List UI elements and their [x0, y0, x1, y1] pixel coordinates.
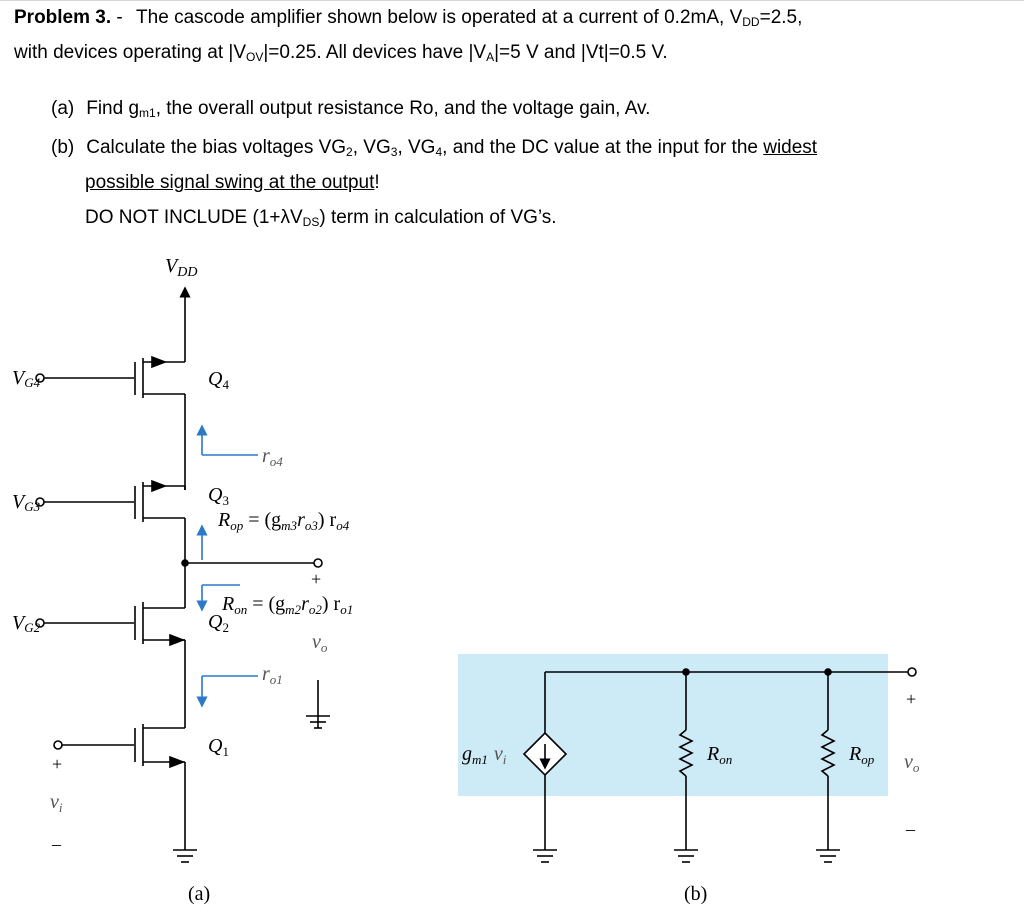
- q1-label: $Q_1$: [208, 735, 229, 759]
- part-b-sub-3: 3: [390, 145, 398, 159]
- q2-label: $Q_2$: [208, 611, 229, 635]
- part-b-after: !: [374, 172, 380, 193]
- q1-transistor: [54, 724, 185, 850]
- vg2-label: VG2: [12, 612, 41, 635]
- problem-dash: -: [111, 7, 129, 28]
- q4-label: $Q_4$: [208, 368, 229, 392]
- input-minus: –: [52, 834, 61, 854]
- part-b-note-a: DO NOT INCLUDE (1+λV: [85, 207, 303, 228]
- caption-b: (b): [684, 883, 708, 905]
- gm-vi-label: $g_{m1}$ $v_i$: [462, 743, 507, 767]
- part-b-text-a: Calculate the bias voltages VG: [86, 137, 347, 158]
- problem-text-1b: =2.5,: [759, 7, 803, 28]
- problem-label: Problem 3.: [14, 7, 112, 28]
- circuit-a-labels: [12, 255, 353, 905]
- part-b-text-c: , VG: [397, 137, 436, 158]
- ro4-indicator: [202, 430, 258, 455]
- output-minus-b: –: [906, 819, 915, 839]
- problem-text-2b: |=0.25. All devices have |V: [263, 42, 487, 63]
- problem-sub-dd: DD: [742, 15, 760, 29]
- vg4-label: VG4: [12, 367, 41, 390]
- ro4-label: $r_{o4}$: [262, 445, 283, 469]
- problem-sub-ov: OV: [246, 50, 264, 64]
- caption-a: (a): [188, 883, 211, 905]
- q3-transistor: [36, 481, 185, 608]
- output-plus: +: [311, 569, 322, 589]
- ron-label-b: $R_{on}$: [707, 743, 733, 767]
- q4-transistor: [36, 357, 185, 490]
- part-a-sub: m1: [139, 106, 156, 120]
- vo-label-a: $v_o$: [312, 631, 328, 655]
- input-plus: +: [52, 754, 63, 774]
- problem-sub-a: A: [486, 50, 495, 64]
- problem-text-2c: |=5 V and |Vt|=0.5 V.: [494, 42, 668, 63]
- part-b-text-b: , VG: [352, 137, 391, 158]
- part-b-note-b: ) term in calculation of VG’s.: [319, 207, 557, 228]
- ro1-indicator: [202, 676, 258, 702]
- rop-label-b: $R_{op}$: [849, 743, 875, 767]
- part-b-text-d: , and the DC value at the input for the: [442, 137, 764, 158]
- part-a-label: (a): [51, 98, 75, 119]
- small-signal-box: [458, 654, 888, 796]
- output-terminal-b: [908, 668, 916, 676]
- part-b-label: (b): [51, 137, 75, 158]
- part-a-text: Find g: [86, 98, 140, 119]
- problem-text-1: The cascode amplifier shown below is operated at a current of 0.2mA, V: [136, 7, 743, 28]
- part-b-underline-1: widest: [763, 137, 818, 158]
- output-ground: [306, 680, 330, 728]
- vi-label: $v_i$: [50, 791, 63, 815]
- vo-label-b: $v_o$: [904, 751, 920, 775]
- ro1-label: $r_{o1}$: [262, 663, 283, 687]
- circuit-a: [36, 292, 330, 862]
- q1-ground: [173, 850, 197, 862]
- vg3-label: VG3: [12, 491, 41, 514]
- problem-text-2a: with devices operating at |V: [14, 42, 247, 63]
- vdd-label: $V_{DD}$: [165, 255, 198, 280]
- output-plus-b: +: [906, 689, 917, 709]
- part-a-text-b: , the overall output resistance Ro, and the voltage gain, Av.: [155, 98, 651, 119]
- part-b-underline-2: possible signal swing at the output: [85, 172, 375, 193]
- output-terminal: [314, 559, 322, 567]
- q2-transistor: [36, 602, 185, 728]
- ron-equation: $R_{on} = (g_{m2}r_{o2})$ $r_{o1}$: [222, 593, 354, 617]
- q3-label: $Q_3$: [208, 484, 229, 508]
- rop-equation: $R_{op} = (g_{m3}r_{o3})$ $r_{o4}$: [218, 509, 350, 533]
- part-b-note-sub: DS: [302, 215, 320, 229]
- part-b-sub-2: 2: [346, 145, 353, 159]
- part-b-sub-4: 4: [435, 145, 443, 159]
